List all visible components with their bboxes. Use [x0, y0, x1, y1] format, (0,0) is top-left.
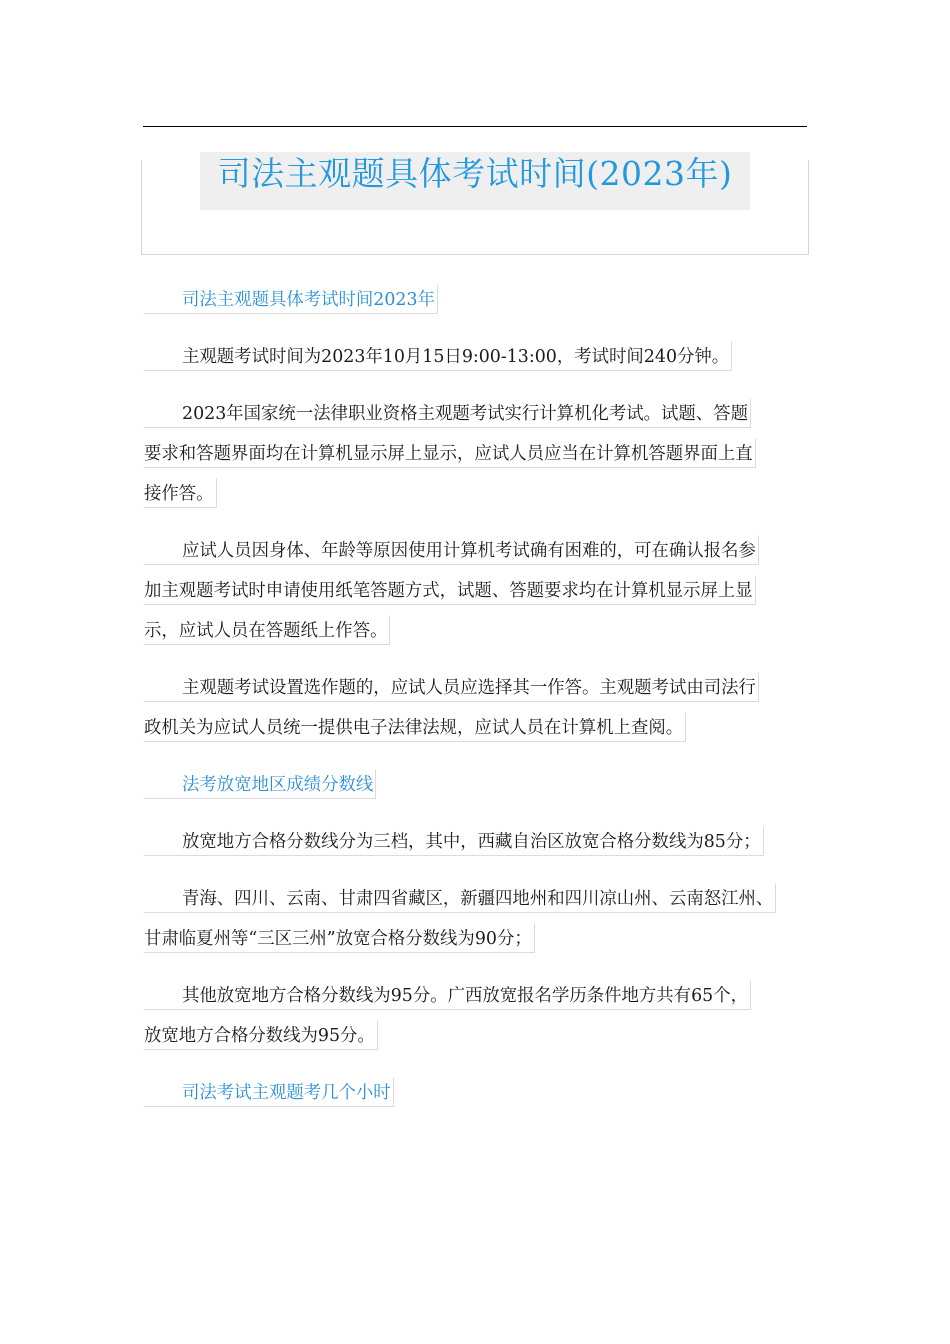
- section-heading-score-lines: 法考放宽地区成绩分数线: [143, 769, 376, 799]
- paragraph-other-regions-line2: 放宽地方合格分数线为95分。: [143, 1020, 378, 1050]
- paragraph-computer-exam-line3: 接作答。: [143, 478, 217, 508]
- paragraph-elective-line2: 政机关为应试人员统一提供电子法律法规，应试人员在计算机上查阅。: [143, 712, 686, 742]
- paragraph-exam-time: 主观题考试时间为2023年10月15日9:00-13:00，考试时间240分钟。: [143, 341, 732, 371]
- paragraph-computer-exam-line1: 2023年国家统一法律职业资格主观题考试实行计算机化考试。试题、答题: [143, 398, 751, 428]
- top-rule: [143, 126, 807, 127]
- paragraph-elective-line1: 主观题考试设置选作题的，应试人员应选择其一作答。主观题考试由司法行: [143, 672, 759, 702]
- paragraph-other-regions-line1: 其他放宽地方合格分数线为95分。广西放宽报名学历条件地方共有65个，: [143, 980, 751, 1010]
- paragraph-tibet-score: 放宽地方合格分数线分为三档，其中，西藏自治区放宽合格分数线为85分；: [143, 826, 764, 856]
- paragraph-paper-answer-line3: 示，应试人员在答题纸上作答。: [143, 615, 390, 645]
- paragraph-paper-answer-line2: 加主观题考试时申请使用纸笔答题方式，试题、答题要求均在计算机显示屏上显: [143, 575, 756, 605]
- paragraph-three-regions-line1: 青海、四川、云南、甘肃四省藏区，新疆四地州和四川凉山州、云南怒江州、: [143, 883, 776, 913]
- paragraph-computer-exam-line2: 要求和答题界面均在计算机显示屏上显示，应试人员应当在计算机答题界面上直: [143, 438, 756, 468]
- section-heading-exam-hours: 司法考试主观题考几个小时: [143, 1077, 394, 1107]
- paragraph-three-regions-line2: 甘肃临夏州等“三区三州”放宽合格分数线为90分；: [143, 923, 535, 953]
- paragraph-paper-answer-line1: 应试人员因身体、年龄等原因使用计算机考试确有困难的，可在确认报名参: [143, 535, 759, 565]
- document-title: 司法主观题具体考试时间(2023年): [217, 154, 733, 193]
- section-heading-exam-time: 司法主观题具体考试时间2023年: [143, 284, 438, 314]
